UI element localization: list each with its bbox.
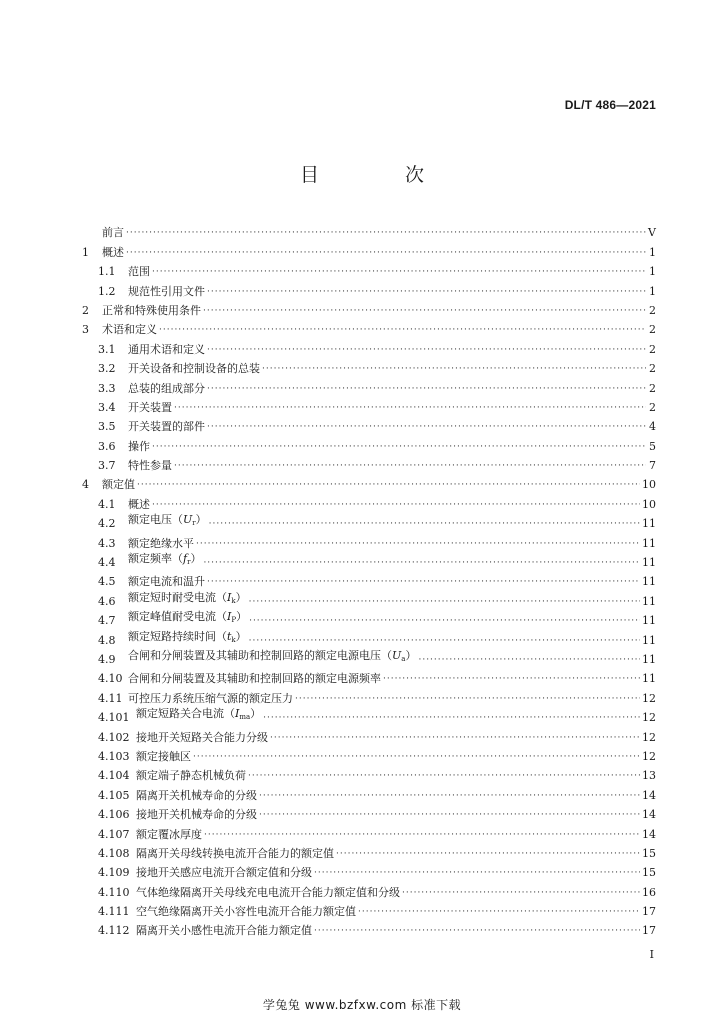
toc-entry-label: 总装的组成部分 <box>128 381 205 395</box>
toc-leader-dots <box>418 654 640 666</box>
toc-entry-label: 隔离开关母线转换电流开合能力的额定值 <box>136 846 334 860</box>
toc-leader-dots <box>196 538 640 550</box>
toc-leader-dots <box>203 305 646 317</box>
toc-entry-page: 10 <box>642 478 656 492</box>
toc-entry-label: 接地开关感应电流开合额定值和分级 <box>136 866 312 880</box>
toc-entry-page: 14 <box>642 827 656 841</box>
toc-leader-dots <box>314 867 640 879</box>
toc-entry-number: 3.3 <box>98 381 116 395</box>
toc-entry-label: 特性参量 <box>128 459 172 473</box>
toc-entry-page: 13 <box>642 769 656 783</box>
toc-entry-number: 4.104 <box>98 769 130 783</box>
toc-entry-number: 4.2 <box>98 517 116 531</box>
toc-entry-page: 11 <box>642 672 656 686</box>
toc-entry-page: 2 <box>649 303 656 317</box>
toc-entry[interactable] <box>82 879 656 898</box>
toc-entry[interactable] <box>82 899 656 918</box>
toc-entry[interactable] <box>82 317 656 336</box>
toc-entry-label: 额定短时耐受电流$(I_k)$ <box>128 590 247 605</box>
toc-entry[interactable] <box>82 491 656 510</box>
toc-entry-page: 11 <box>642 594 656 608</box>
page-number: I <box>649 948 654 961</box>
toc-leader-dots <box>248 770 640 782</box>
toc-entry-label: 气体绝缘隔离开关母线充电电流开合能力额定值和分级 <box>136 885 400 899</box>
toc-entry-label: 额定接触区 <box>136 749 191 763</box>
toc-leader-dots <box>336 848 640 860</box>
toc-entry-number: 4.3 <box>98 536 116 550</box>
toc-entry[interactable] <box>82 433 656 452</box>
toc-entry-label: 开关设备和控制设备的总装 <box>128 362 260 376</box>
toc-leader-dots <box>126 227 646 239</box>
toc-entry-label: 范围 <box>128 265 150 279</box>
toc-entry-page: V <box>648 226 656 240</box>
toc-entry-number: 2 <box>82 303 89 317</box>
toc-entry-page: 2 <box>649 342 656 356</box>
toc-entry-label: 额定频率$(f_r)$ <box>128 552 202 567</box>
toc-entry-number: 3.6 <box>98 439 116 453</box>
toc-entry[interactable] <box>82 356 656 375</box>
toc-entry-number: 3 <box>82 323 89 337</box>
toc-entry-page: 7 <box>649 459 656 473</box>
toc-entry-label: 额定电流和温升 <box>128 575 205 589</box>
toc-entry-number: 3.2 <box>98 362 116 376</box>
toc-entry[interactable] <box>82 647 656 666</box>
toc-entry-page: 12 <box>642 730 656 744</box>
toc-leader-dots <box>207 344 646 356</box>
toc-entry-label: 合闸和分闸装置及其辅助和控制回路的额定电源频率 <box>128 672 381 686</box>
toc-entry[interactable] <box>82 298 656 317</box>
toc-entry-label: 额定短路关合电流$(I_{ma})$ <box>136 707 262 722</box>
toc-leader-dots <box>263 712 640 724</box>
toc-entry-page: 17 <box>642 924 656 938</box>
toc-entry-page: 11 <box>642 536 656 550</box>
toc-entry[interactable] <box>82 569 656 588</box>
toc-entry-number: 4.101 <box>98 711 130 725</box>
toc-entry[interactable] <box>82 860 656 879</box>
toc-entry-number: 4 <box>82 478 89 492</box>
toc-leader-dots <box>402 887 640 899</box>
toc-entry-page: 1 <box>649 265 656 279</box>
table-of-contents <box>82 220 656 937</box>
toc-entry-label: 可控压力系统压缩气源的额定压力 <box>128 691 293 705</box>
toc-entry-page: 17 <box>642 905 656 919</box>
toc-leader-dots <box>249 615 640 627</box>
toc-entry-label: 隔离开关机械寿命的分级 <box>136 788 257 802</box>
toc-entry-page: 2 <box>649 362 656 376</box>
toc-entry-page: 2 <box>649 323 656 337</box>
toc-entry-label: 额定电压$(U_r)$ <box>128 513 207 528</box>
toc-entry-label: 术语和定义 <box>102 323 157 337</box>
toc-entry-number: 1 <box>82 245 89 259</box>
toc-leader-dots <box>174 460 646 472</box>
toc-leader-dots <box>207 383 646 395</box>
toc-entry-label: 开关装置的部件 <box>128 420 205 434</box>
toc-entry[interactable] <box>82 414 656 433</box>
toc-entry[interactable] <box>82 395 656 414</box>
toc-entry-label: 规范性引用文件 <box>128 284 205 298</box>
toc-entry-page: 1 <box>649 284 656 298</box>
toc-entry-page: 5 <box>649 439 656 453</box>
toc-entry-page: 4 <box>649 420 656 434</box>
toc-leader-dots <box>207 421 646 433</box>
toc-entry-label: 额定端子静态机械负荷 <box>136 769 246 783</box>
toc-leader-dots <box>159 324 646 336</box>
toc-entry-number: 3.4 <box>98 400 116 414</box>
toc-entry-number: 4.107 <box>98 827 130 841</box>
toc-entry-page: 11 <box>642 633 656 647</box>
toc-entry-number: 4.103 <box>98 749 130 763</box>
toc-leader-dots <box>174 402 646 414</box>
toc-entry-label: 开关装置 <box>128 400 172 414</box>
toc-entry-page: 11 <box>642 517 656 531</box>
toc-leader-dots <box>295 693 640 705</box>
toc-entry-label: 正常和特殊使用条件 <box>102 303 201 317</box>
toc-entry-label: 前言 <box>102 226 124 240</box>
toc-entry-number: 4.111 <box>98 905 130 919</box>
toc-entry[interactable] <box>82 782 656 801</box>
toc-entry[interactable] <box>82 259 656 278</box>
toc-entry[interactable] <box>82 472 656 491</box>
toc-entry-label: 额定短路持续时间$(t_k)$ <box>128 629 247 644</box>
toc-entry-page: 1 <box>649 245 656 259</box>
toc-entry-number: 1.1 <box>98 265 116 279</box>
toc-entry-number: 4.109 <box>98 866 130 880</box>
toc-leader-dots <box>249 635 640 647</box>
toc-leader-dots <box>152 441 646 453</box>
toc-entry[interactable] <box>82 530 656 549</box>
toc-entry-number: 4.1 <box>98 497 116 511</box>
toc-entry-number: 1.2 <box>98 284 116 298</box>
toc-entry[interactable] <box>82 724 656 743</box>
toc-entry-number: 4.112 <box>98 924 130 938</box>
toc-entry[interactable] <box>82 453 656 472</box>
footer-watermark: 学兔兔 www.bzfxw.com 标准下载 <box>262 998 462 1012</box>
toc-entry-page: 2 <box>649 381 656 395</box>
toc-entry[interactable] <box>82 511 656 530</box>
toc-entry[interactable] <box>82 239 656 258</box>
toc-entry-page: 11 <box>642 652 656 666</box>
toc-leader-dots <box>137 479 640 491</box>
toc-entry-page: 15 <box>642 846 656 860</box>
toc-leader-dots <box>314 925 640 937</box>
toc-entry-number: 4.9 <box>98 652 116 666</box>
toc-entry-number: 4.7 <box>98 614 116 628</box>
toc-leader-dots <box>126 247 646 259</box>
toc-leader-dots <box>259 790 640 802</box>
toc-entry-page: 11 <box>642 614 656 628</box>
toc-leader-dots <box>262 363 646 375</box>
toc-entry-number: 4.11 <box>98 691 123 705</box>
toc-entry-label: 隔离开关小感性电流开合能力额定值 <box>136 924 312 938</box>
toc-entry-label: 空气绝缘隔离开关小容性电流开合能力额定值 <box>136 905 356 919</box>
toc-entry[interactable] <box>82 744 656 763</box>
toc-entry-page: 11 <box>642 575 656 589</box>
toc-leader-dots <box>383 673 640 685</box>
toc-leader-dots <box>249 596 640 608</box>
toc-entry-page: 12 <box>642 711 656 725</box>
toc-entry[interactable] <box>82 278 656 297</box>
toc-entry-number: 4.106 <box>98 808 130 822</box>
toc-leader-dots <box>209 518 640 530</box>
toc-entry[interactable] <box>82 550 656 569</box>
toc-entry-label: 额定峰值耐受电流$(I_P)$ <box>128 610 248 625</box>
toc-leader-dots <box>207 286 646 298</box>
toc-entry[interactable] <box>82 588 656 607</box>
toc-entry-number: 3.1 <box>98 342 116 356</box>
toc-entry[interactable] <box>82 685 656 704</box>
toc-entry-label: 接地开关短路关合能力分级 <box>136 730 268 744</box>
toc-entry-number: 4.6 <box>98 594 116 608</box>
toc-entry-number: 4.110 <box>98 885 130 899</box>
toc-entry[interactable] <box>82 375 656 394</box>
toc-entry-number: 3.5 <box>98 420 116 434</box>
toc-entry-page: 2 <box>649 400 656 414</box>
toc-entry-label: 操作 <box>128 439 150 453</box>
toc-entry-label: 概述 <box>102 245 124 259</box>
document-code: DL/T 486—2021 <box>564 98 656 112</box>
toc-leader-dots <box>270 732 640 744</box>
toc-leader-dots <box>152 499 640 511</box>
toc-entry-page: 10 <box>642 497 656 511</box>
toc-entry[interactable] <box>82 763 656 782</box>
toc-leader-dots <box>193 751 640 763</box>
toc-entry[interactable] <box>82 608 656 627</box>
toc-entry-page: 12 <box>642 691 656 705</box>
toc-entry-number: 4.102 <box>98 730 130 744</box>
toc-entry-number: 4.108 <box>98 846 130 860</box>
toc-leader-dots <box>203 557 640 569</box>
toc-leader-dots <box>152 266 646 278</box>
page-title: 目 次 <box>299 164 465 186</box>
toc-entry[interactable] <box>82 220 656 239</box>
toc-leader-dots <box>207 576 640 588</box>
toc-entry-page: 14 <box>642 808 656 822</box>
toc-entry-number: 3.7 <box>98 459 116 473</box>
toc-entry-label: 概述 <box>128 497 150 511</box>
toc-entry-page: 11 <box>642 556 656 570</box>
toc-entry[interactable] <box>82 821 656 840</box>
toc-entry-label: 额定值 <box>102 478 135 492</box>
toc-entry-page: 16 <box>642 885 656 899</box>
toc-entry[interactable] <box>82 627 656 646</box>
toc-entry-label: 通用术语和定义 <box>128 342 205 356</box>
toc-leader-dots <box>358 906 640 918</box>
toc-entry-number: 4.10 <box>98 672 123 686</box>
toc-entry-page: 14 <box>642 788 656 802</box>
toc-entry-label: 合闸和分闸装置及其辅助和控制回路的额定电源电压$(U_a)$ <box>128 648 417 663</box>
toc-entry-number: 4.5 <box>98 575 116 589</box>
toc-entry-number: 4.105 <box>98 788 130 802</box>
toc-entry-number: 4.4 <box>98 556 116 570</box>
toc-leader-dots <box>259 809 640 821</box>
toc-entry[interactable] <box>82 841 656 860</box>
toc-entry[interactable] <box>82 802 656 821</box>
toc-entry-page: 12 <box>642 749 656 763</box>
toc-entry-number: 4.8 <box>98 633 116 647</box>
toc-entry-label: 额定覆冰厚度 <box>136 827 202 841</box>
toc-entry[interactable] <box>82 666 656 685</box>
toc-entry[interactable] <box>82 918 656 937</box>
toc-entry-label: 接地开关机械寿命的分级 <box>136 808 257 822</box>
toc-entry[interactable] <box>82 336 656 355</box>
toc-entry-label: 额定绝缘水平 <box>128 536 194 550</box>
toc-entry[interactable] <box>82 705 656 724</box>
toc-entry-page: 15 <box>642 866 656 880</box>
toc-leader-dots <box>204 829 640 841</box>
